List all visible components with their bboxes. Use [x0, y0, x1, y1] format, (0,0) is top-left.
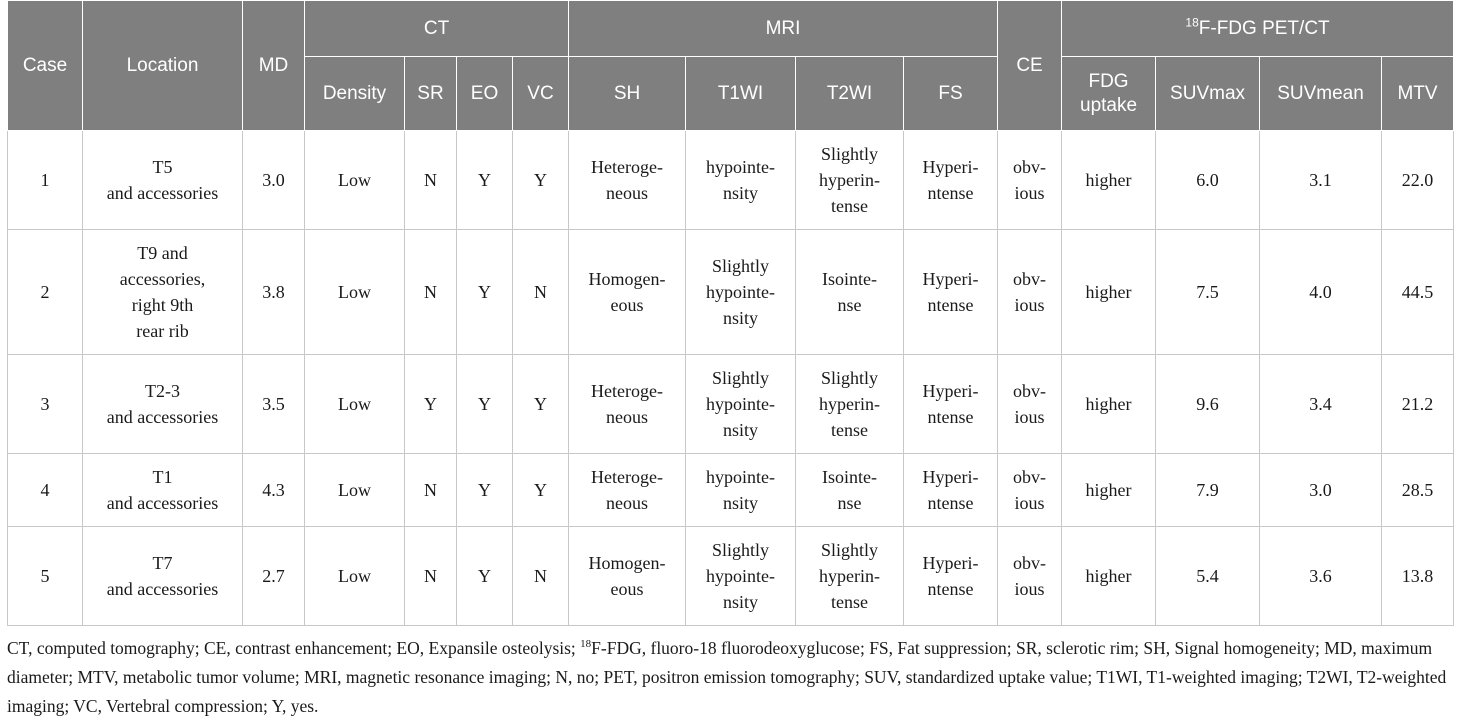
footnote-part1: CT, computed tomography; CE, contrast enhancement; EO, Expansile osteolysis;	[7, 638, 581, 658]
cell-t2wi	[796, 355, 904, 454]
cell-sr-text: N	[424, 282, 437, 302]
cell-suvmean	[1260, 527, 1382, 626]
cell-location	[83, 131, 243, 230]
cell-location-text: T5 and accessories	[106, 157, 219, 203]
cell-suvmax-text: 7.5	[1196, 282, 1219, 302]
cell-mtv	[1382, 131, 1454, 230]
cell-location-text: T2-3 and accessories	[106, 381, 219, 427]
cell-vc	[513, 131, 569, 230]
cell-eo-text: Y	[478, 170, 491, 190]
cell-eo-text: Y	[478, 394, 491, 414]
cell-mtv	[1382, 454, 1454, 527]
cell-mtv-text: 13.8	[1401, 566, 1434, 586]
cell-sr	[405, 527, 457, 626]
cell-t1wi	[686, 454, 796, 527]
cell-eo	[457, 527, 513, 626]
col-header-suvmean: SUVmean	[1260, 57, 1382, 131]
cell-sh	[569, 355, 686, 454]
cell-density-text: Low	[338, 282, 371, 302]
cell-suvmean-text: 3.6	[1309, 566, 1332, 586]
cell-fs-text: Hyperi- ntense	[922, 157, 979, 203]
cell-t1wi-text: Slightly hypointe- nsity	[706, 540, 776, 612]
cell-vc	[513, 230, 569, 355]
table-row	[8, 230, 1454, 355]
cell-fs-text: Hyperi- ntense	[922, 553, 979, 599]
cell-sh	[569, 527, 686, 626]
cell-ce	[998, 454, 1062, 527]
cell-sh	[569, 230, 686, 355]
cell-case-text: 1	[40, 170, 50, 190]
cell-suvmean-text: 3.1	[1309, 170, 1332, 190]
cell-sr	[405, 454, 457, 527]
cell-t1wi-text: hypointe- nsity	[706, 157, 776, 203]
cell-fdg	[1062, 131, 1156, 230]
cell-fdg-text: higher	[1085, 282, 1132, 302]
cell-eo-text: Y	[478, 480, 491, 500]
cell-suvmax	[1156, 454, 1260, 527]
cell-fs	[904, 454, 998, 527]
cell-fs	[904, 527, 998, 626]
cell-density	[305, 454, 405, 527]
cell-md-text: 4.3	[262, 480, 285, 500]
data-table-container	[7, 0, 1453, 626]
cell-t2wi	[796, 131, 904, 230]
cell-mtv-text: 21.2	[1401, 394, 1434, 414]
cell-case-text: 3	[40, 394, 50, 414]
cell-fs	[904, 355, 998, 454]
cell-md-text: 2.7	[262, 566, 285, 586]
cell-case	[8, 230, 83, 355]
cell-md-text: 3.5	[262, 394, 285, 414]
cell-suvmean	[1260, 454, 1382, 527]
cell-ce	[998, 355, 1062, 454]
cell-density-text: Low	[338, 170, 371, 190]
cell-sh-text: Heteroge- neous	[591, 467, 663, 513]
cell-t2wi	[796, 454, 904, 527]
cell-ce-text: obv- ious	[1013, 467, 1047, 513]
cell-case	[8, 131, 83, 230]
cell-sh-text: Homogen- eous	[588, 553, 666, 599]
cell-case	[8, 527, 83, 626]
cell-md	[243, 454, 305, 527]
cell-case-text: 2	[40, 282, 50, 302]
cell-t1wi-text: Slightly hypointe- nsity	[706, 368, 776, 440]
col-header-case: Case	[8, 1, 83, 131]
cell-suvmean	[1260, 230, 1382, 355]
footnote-part2: F-FDG, fluoro-18 fluorodeoxyglucose; FS, Fat suppression; SR, sclerotic rim; SH, Signal homogeneity; MD, maximum diameter; MTV, metabolic tumor volume; MRI, magnetic resonance imaging; N, no; PET, positron emission tomography; SUV, standardized uptake value; T1WI, T1-weighted imaging; T2WI, T2-weighted imaging; VC, Vertebral compression; Y, yes.	[7, 638, 1447, 716]
table-row	[8, 454, 1454, 527]
cell-sh	[569, 131, 686, 230]
col-header-location: Location	[83, 1, 243, 131]
cell-t2wi-text: Isointe- nse	[822, 467, 877, 513]
cell-t1wi	[686, 355, 796, 454]
cell-mtv-text: 28.5	[1401, 480, 1434, 500]
fdg-uptake-label: FDG uptake	[1080, 70, 1138, 116]
cell-t1wi-text: hypointe- nsity	[706, 467, 776, 513]
cell-density	[305, 230, 405, 355]
cell-location	[83, 355, 243, 454]
cell-sr-text: N	[424, 480, 437, 500]
cell-md-text: 3.8	[262, 282, 285, 302]
cell-t2wi-text: Slightly hyperin- tense	[819, 144, 880, 216]
cell-sr	[405, 230, 457, 355]
cell-vc	[513, 355, 569, 454]
cell-vc	[513, 454, 569, 527]
cell-sh-text: Homogen- eous	[588, 269, 666, 315]
cell-sr	[405, 131, 457, 230]
cell-mtv	[1382, 355, 1454, 454]
cell-md	[243, 527, 305, 626]
cell-fdg-text: higher	[1085, 170, 1132, 190]
cell-location-text: T9 and accessories, right 9th rear rib	[119, 243, 206, 341]
cell-t2wi	[796, 230, 904, 355]
cell-ce-text: obv- ious	[1013, 553, 1047, 599]
cell-t2wi-text: Slightly hyperin- tense	[819, 368, 880, 440]
cell-suvmax	[1156, 355, 1260, 454]
col-header-suvmax: SUVmax	[1156, 57, 1260, 131]
cell-md	[243, 131, 305, 230]
col-header-ce: CE	[998, 1, 1062, 131]
cell-fdg-text: higher	[1085, 480, 1132, 500]
cell-fdg	[1062, 355, 1156, 454]
cell-t1wi-text: Slightly hypointe- nsity	[706, 256, 776, 328]
table-header	[8, 1, 1454, 131]
cell-ce-text: obv- ious	[1013, 269, 1047, 315]
cell-suvmean	[1260, 355, 1382, 454]
cell-location-text: T1 and accessories	[106, 467, 219, 513]
cell-t2wi-text: Isointe- nse	[822, 269, 877, 315]
cell-eo	[457, 131, 513, 230]
col-header-sh: SH	[569, 57, 686, 131]
data-table	[7, 0, 1454, 626]
col-header-md: MD	[243, 1, 305, 131]
cell-suvmax-text: 6.0	[1196, 170, 1219, 190]
cell-location	[83, 454, 243, 527]
cell-case-text: 5	[40, 566, 50, 586]
cell-ce	[998, 527, 1062, 626]
table-body	[8, 131, 1454, 626]
cell-t1wi	[686, 527, 796, 626]
cell-mtv-text: 22.0	[1401, 170, 1434, 190]
cell-density	[305, 527, 405, 626]
cell-case	[8, 355, 83, 454]
cell-fdg	[1062, 230, 1156, 355]
cell-suvmax	[1156, 131, 1260, 230]
cell-suvmean	[1260, 131, 1382, 230]
cell-density-text: Low	[338, 394, 371, 414]
cell-t1wi	[686, 131, 796, 230]
cell-eo	[457, 230, 513, 355]
table-footnote	[7, 634, 1453, 721]
cell-density-text: Low	[338, 480, 371, 500]
cell-case-text: 4	[40, 480, 50, 500]
cell-sr	[405, 355, 457, 454]
cell-sr-text: N	[424, 566, 437, 586]
cell-sr-text: N	[424, 170, 437, 190]
cell-fs-text: Hyperi- ntense	[922, 467, 979, 513]
cell-vc	[513, 527, 569, 626]
cell-fdg	[1062, 527, 1156, 626]
cell-fs-text: Hyperi- ntense	[922, 269, 979, 315]
cell-vc-text: Y	[534, 170, 547, 190]
group-header-ct: CT	[305, 1, 569, 57]
cell-suvmean-text: 4.0	[1309, 282, 1332, 302]
cell-vc-text: N	[534, 566, 547, 586]
cell-vc-text: Y	[534, 480, 547, 500]
cell-fdg-text: higher	[1085, 566, 1132, 586]
footnote-superscript: 18	[580, 638, 592, 651]
cell-location	[83, 230, 243, 355]
cell-fs-text: Hyperi- ntense	[922, 381, 979, 427]
cell-ce-text: obv- ious	[1013, 381, 1047, 427]
group-header-pet	[1062, 1, 1454, 57]
cell-eo	[457, 454, 513, 527]
cell-fdg-text: higher	[1085, 394, 1132, 414]
cell-suvmean-text: 3.4	[1309, 394, 1332, 414]
pet-superscript: 18	[1185, 15, 1199, 30]
col-header-fs: FS	[904, 57, 998, 131]
cell-case	[8, 454, 83, 527]
cell-eo	[457, 355, 513, 454]
cell-ce	[998, 131, 1062, 230]
cell-t2wi	[796, 527, 904, 626]
cell-location-text: T7 and accessories	[106, 553, 219, 599]
cell-vc-text: Y	[534, 394, 547, 414]
col-header-mtv: MTV	[1382, 57, 1454, 131]
cell-fdg	[1062, 454, 1156, 527]
cell-eo-text: Y	[478, 566, 491, 586]
col-header-fdg-uptake	[1062, 57, 1156, 131]
col-header-eo: EO	[457, 57, 513, 131]
cell-suvmax-text: 9.6	[1196, 394, 1219, 414]
pet-label: F-FDG PET/CT	[1198, 17, 1330, 39]
cell-md-text: 3.0	[262, 170, 285, 190]
cell-sh-text: Heteroge- neous	[591, 157, 663, 203]
col-header-t2wi: T2WI	[796, 57, 904, 131]
cell-vc-text: N	[534, 282, 547, 302]
cell-suvmax-text: 5.4	[1196, 566, 1219, 586]
cell-density	[305, 131, 405, 230]
cell-mtv	[1382, 230, 1454, 355]
cell-density	[305, 355, 405, 454]
table-row	[8, 527, 1454, 626]
cell-ce	[998, 230, 1062, 355]
cell-t2wi-text: Slightly hyperin- tense	[819, 540, 880, 612]
cell-eo-text: Y	[478, 282, 491, 302]
cell-suvmean-text: 3.0	[1309, 480, 1332, 500]
cell-t1wi	[686, 230, 796, 355]
col-header-t1wi: T1WI	[686, 57, 796, 131]
col-header-vc: VC	[513, 57, 569, 131]
cell-ce-text: obv- ious	[1013, 157, 1047, 203]
cell-md	[243, 355, 305, 454]
cell-suvmax	[1156, 527, 1260, 626]
cell-suvmax-text: 7.9	[1196, 480, 1219, 500]
cell-sh-text: Heteroge- neous	[591, 381, 663, 427]
table-row	[8, 355, 1454, 454]
cell-suvmax	[1156, 230, 1260, 355]
cell-mtv-text: 44.5	[1401, 282, 1434, 302]
group-header-mri: MRI	[569, 1, 998, 57]
cell-sh	[569, 454, 686, 527]
cell-fs	[904, 131, 998, 230]
cell-md	[243, 230, 305, 355]
cell-location	[83, 527, 243, 626]
col-header-density: Density	[305, 57, 405, 131]
cell-fs	[904, 230, 998, 355]
cell-sr-text: Y	[424, 394, 437, 414]
table-row	[8, 131, 1454, 230]
cell-mtv	[1382, 527, 1454, 626]
col-header-sr: SR	[405, 57, 457, 131]
cell-density-text: Low	[338, 566, 371, 586]
